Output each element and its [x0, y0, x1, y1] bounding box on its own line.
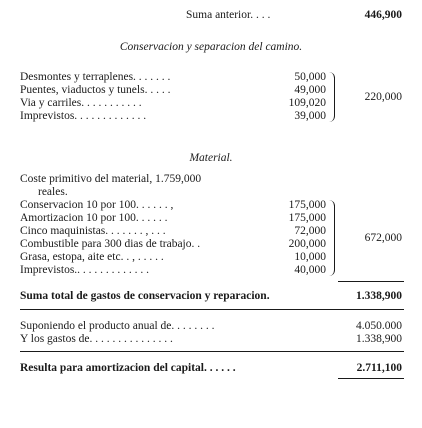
- row-value: 10,000: [294, 251, 326, 263]
- producto-label: Suponiendo el producto anual de. . . . . . . .: [20, 320, 215, 332]
- table-row: [20, 109, 350, 123]
- row-label: Imprevistos.. . . . . . . . . . . . .: [20, 264, 150, 276]
- section1-total-line: [0, 90, 422, 104]
- material-intro-line2: reales.: [38, 186, 68, 198]
- gastos-label: Y los gastos de. . . . . . . . . . . . . . .: [20, 333, 173, 345]
- result-rule: [338, 378, 404, 379]
- table-row: [20, 198, 350, 212]
- row-value: 200,000: [288, 238, 326, 250]
- row-label: Combustible para 300 dias de trabajo. .: [20, 238, 201, 250]
- producto-line: [20, 319, 402, 333]
- row-label: Via y carriles. . . . . . . . . . .: [20, 97, 142, 109]
- suma-anterior-line: [0, 8, 422, 22]
- row-label: Desmontes y terraplenes. . . . . . .: [20, 71, 171, 83]
- suma-total-label: Suma total de gastos de conservacion y reparacion.: [20, 290, 270, 302]
- row-label: Puentes, viaductos y tunels. . . . .: [20, 84, 171, 96]
- row-value: 109,020: [288, 97, 326, 109]
- resulta-value: 2.711,100: [356, 362, 402, 374]
- suma-anterior-label: Suma anterior. . . .: [186, 9, 271, 21]
- row-value: 39,000: [294, 110, 326, 122]
- table-row: [20, 70, 350, 84]
- section-heading-material: Material.: [189, 152, 233, 164]
- sum-rule: [338, 281, 404, 282]
- row-value: 50,000: [294, 71, 326, 83]
- row-value: 72,000: [294, 225, 326, 237]
- row-value: 49,000: [294, 84, 326, 96]
- row-label: Grasa, estopa, aite etc. . , . . . . .: [20, 251, 164, 263]
- divider: [20, 309, 404, 310]
- divider: [20, 351, 404, 352]
- gastos-line: [20, 332, 402, 346]
- section2-total-line: [0, 231, 422, 245]
- row-label: Amortizacion 10 por 100. . . . . .: [20, 212, 168, 224]
- suma-total-line: [20, 289, 402, 303]
- resulta-line: [20, 361, 402, 375]
- gastos-value: 1.338,900: [356, 333, 402, 345]
- row-label: Cinco maquinistas. . . . . . . , . . .: [20, 225, 166, 237]
- suma-anterior-value: 446,900: [364, 9, 402, 21]
- row-label: Imprevistos. . . . . . . . . . . . .: [20, 110, 147, 122]
- resulta-label: Resulta para amortizacion del capital. . . . . .: [20, 362, 236, 374]
- section-heading-conservacion: Conservacion y separacion del camino.: [119, 41, 303, 53]
- row-value: 40,000: [294, 264, 326, 276]
- row-label: Conservacion 10 por 100. . . . . . ,: [20, 199, 174, 211]
- producto-value: 4.050.000: [356, 320, 402, 332]
- row-value: 175,000: [288, 212, 326, 224]
- section1-total: 220,000: [364, 91, 402, 103]
- table-row: [20, 211, 350, 225]
- section2-total: 672,000: [364, 232, 402, 244]
- table-row: [20, 250, 350, 264]
- suma-total-value: 1.338,900: [356, 290, 402, 302]
- material-intro-line1: Coste primitivo del material, 1.759,000: [20, 173, 202, 185]
- row-value: 175,000: [288, 199, 326, 211]
- table-row: [20, 263, 350, 277]
